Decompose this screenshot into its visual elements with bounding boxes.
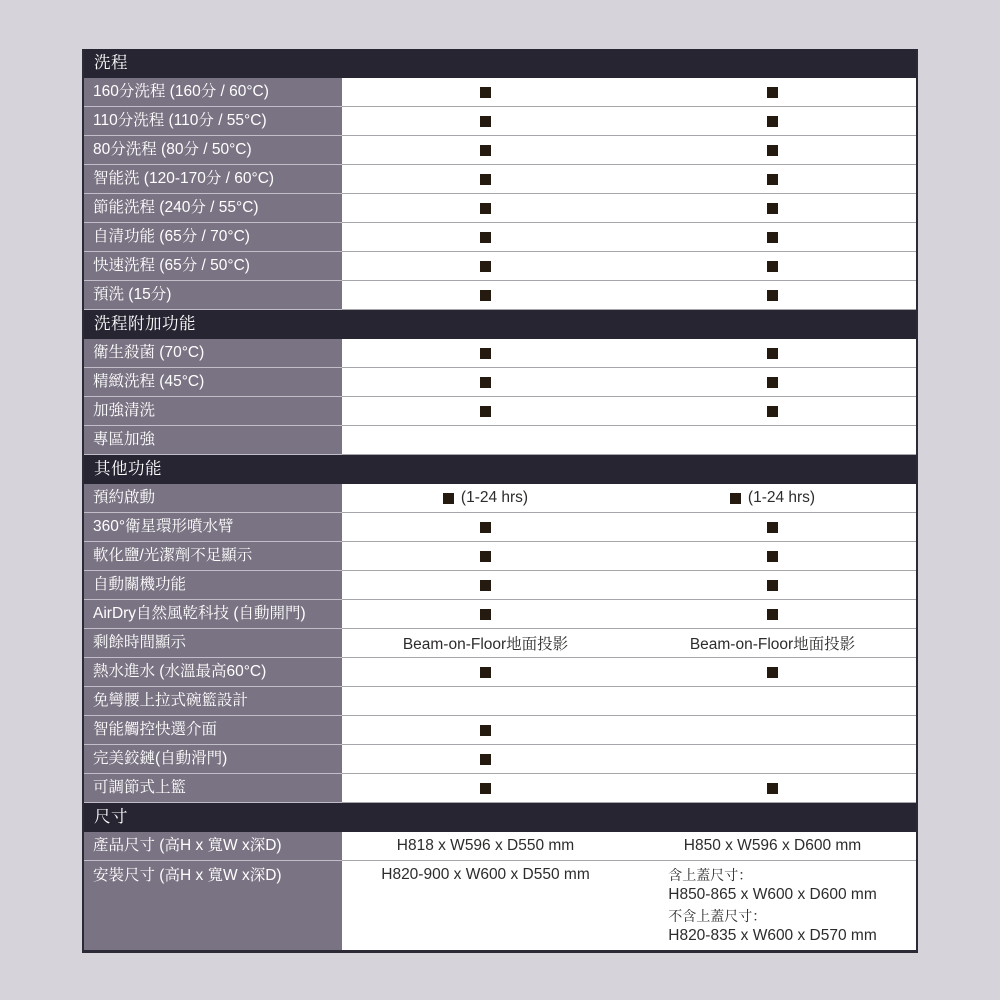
value-cell — [629, 368, 916, 396]
value-cell — [629, 629, 916, 657]
row-label: AirDry自然風乾科技 (自動開門) — [84, 600, 342, 629]
value-cell — [342, 223, 629, 251]
value-cell — [342, 745, 629, 773]
row-label: 專區加強 — [84, 426, 342, 455]
square-marker-icon — [767, 261, 778, 272]
square-marker-icon — [480, 232, 491, 243]
square-marker-icon — [767, 667, 778, 678]
value-cell — [629, 687, 916, 715]
section-header: 洗程 — [84, 49, 916, 78]
value-text: (1-24 hrs) — [460, 489, 529, 506]
square-marker-icon — [443, 493, 454, 504]
value-cell — [629, 339, 916, 367]
row-label: 自清功能 (65分 / 70°C) — [84, 223, 342, 252]
spec-comparison-table — [82, 49, 918, 953]
value-cell — [629, 600, 916, 628]
value-cell — [342, 542, 629, 570]
spec-row — [84, 397, 916, 426]
spec-row — [84, 861, 916, 950]
square-marker-icon — [480, 145, 491, 156]
row-label: 自動關機功能 — [84, 571, 342, 600]
row-label: 加強清洗 — [84, 397, 342, 426]
spec-row — [84, 745, 916, 774]
spec-row — [84, 252, 916, 281]
row-values — [342, 832, 916, 861]
row-label: 節能洗程 (240分 / 55°C) — [84, 194, 342, 223]
row-values — [342, 426, 916, 455]
row-values — [342, 658, 916, 687]
square-marker-icon — [480, 580, 491, 591]
value-text: Beam-on-Floor地面投影 — [402, 636, 569, 653]
square-marker-icon — [480, 783, 491, 794]
spec-row — [84, 107, 916, 136]
square-marker-icon — [480, 116, 491, 127]
row-label: 衛生殺菌 (70°C) — [84, 339, 342, 368]
value-cell — [629, 774, 916, 802]
spec-row — [84, 136, 916, 165]
section-header: 洗程附加功能 — [84, 310, 916, 339]
value-cell — [629, 832, 916, 860]
row-values — [342, 484, 916, 513]
value-cell — [342, 600, 629, 628]
square-marker-icon — [767, 580, 778, 591]
value-cell — [342, 774, 629, 802]
value-cell — [342, 629, 629, 657]
value-cell — [342, 716, 629, 744]
square-marker-icon — [480, 203, 491, 214]
row-values — [342, 281, 916, 310]
value-cell — [629, 426, 916, 454]
value-cell — [342, 397, 629, 425]
value-cell — [629, 513, 916, 541]
value-cell — [629, 716, 916, 744]
value-text: Beam-on-Floor地面投影 — [689, 636, 856, 653]
value-cell — [629, 658, 916, 686]
square-marker-icon — [480, 261, 491, 272]
spec-row — [84, 368, 916, 397]
value-cell — [629, 571, 916, 599]
value-cell — [342, 281, 629, 309]
value-cell — [629, 136, 916, 164]
row-label: 預洗 (15分) — [84, 281, 342, 310]
value-cell — [629, 281, 916, 309]
value-cell — [342, 513, 629, 541]
row-label: 熱水進水 (水溫最高60°C) — [84, 658, 342, 687]
value-cell — [629, 165, 916, 193]
row-values — [342, 745, 916, 774]
row-label: 剩餘時間顯示 — [84, 629, 342, 658]
row-label: 快速洗程 (65分 / 50°C) — [84, 252, 342, 281]
square-marker-icon — [480, 87, 491, 98]
value-cell — [629, 861, 916, 950]
value-cell — [342, 658, 629, 686]
value-cell — [342, 194, 629, 222]
row-label: 軟化鹽/光潔劑不足顯示 — [84, 542, 342, 571]
spec-row — [84, 165, 916, 194]
spec-row — [84, 513, 916, 542]
row-label: 智能觸控快選介面 — [84, 716, 342, 745]
value-cell — [342, 78, 629, 106]
value-cell — [342, 252, 629, 280]
square-marker-icon — [480, 522, 491, 533]
row-values — [342, 368, 916, 397]
square-marker-icon — [730, 493, 741, 504]
dimension-value: H820-835 x W600 x D570 mm — [668, 927, 877, 944]
row-values — [342, 861, 916, 950]
value-cell — [629, 484, 916, 512]
row-values — [342, 223, 916, 252]
dimension-caption: 含上蓋尺寸： — [668, 867, 753, 883]
value-cell — [342, 687, 629, 715]
square-marker-icon — [767, 116, 778, 127]
square-marker-icon — [480, 406, 491, 417]
spec-row — [84, 716, 916, 745]
row-values — [342, 774, 916, 803]
value-text: H850 x W596 x D600 mm — [683, 837, 862, 854]
dimension-caption: 不含上蓋尺寸： — [668, 908, 767, 924]
value-cell — [342, 861, 629, 950]
spec-row — [84, 426, 916, 455]
spec-row — [84, 600, 916, 629]
section-header: 其他功能 — [84, 455, 916, 484]
square-marker-icon — [767, 232, 778, 243]
value-cell — [342, 136, 629, 164]
spec-row — [84, 223, 916, 252]
row-label: 160分洗程 (160分 / 60°C) — [84, 78, 342, 107]
square-marker-icon — [767, 203, 778, 214]
square-marker-icon — [767, 522, 778, 533]
square-marker-icon — [767, 145, 778, 156]
dimension-value: H850-865 x W600 x D600 mm — [668, 886, 877, 903]
spec-row — [84, 774, 916, 803]
square-marker-icon — [480, 290, 491, 301]
row-values — [342, 194, 916, 223]
spec-row — [84, 281, 916, 310]
section-header: 尺寸 — [84, 803, 916, 832]
value-cell — [629, 223, 916, 251]
value-text: H820-900 x W600 x D550 mm — [381, 866, 590, 883]
square-marker-icon — [767, 348, 778, 359]
value-cell — [342, 339, 629, 367]
square-marker-icon — [480, 667, 491, 678]
square-marker-icon — [767, 87, 778, 98]
spec-row — [84, 629, 916, 658]
value-text: H818 x W596 x D550 mm — [396, 837, 575, 854]
square-marker-icon — [767, 406, 778, 417]
square-marker-icon — [767, 551, 778, 562]
value-cell — [342, 165, 629, 193]
row-values — [342, 542, 916, 571]
row-values — [342, 165, 916, 194]
row-values — [342, 107, 916, 136]
row-values — [342, 136, 916, 165]
row-label: 產品尺寸 (高H x 寬W x深D) — [84, 832, 342, 861]
row-values — [342, 339, 916, 368]
row-label: 安裝尺寸 (高H x 寬W x深D) — [84, 861, 342, 950]
row-label: 精緻洗程 (45°C) — [84, 368, 342, 397]
row-values — [342, 252, 916, 281]
spec-row — [84, 339, 916, 368]
square-marker-icon — [480, 348, 491, 359]
row-values — [342, 629, 916, 658]
row-label: 預約啟動 — [84, 484, 342, 513]
row-values — [342, 687, 916, 716]
value-cell — [629, 745, 916, 773]
row-label: 完美鉸鏈(自動滑門) — [84, 745, 342, 774]
row-label: 360°衛星環形噴水臂 — [84, 513, 342, 542]
value-cell — [629, 194, 916, 222]
row-values — [342, 571, 916, 600]
spec-row — [84, 658, 916, 687]
value-cell — [342, 107, 629, 135]
square-marker-icon — [767, 174, 778, 185]
value-text: (1-24 hrs) — [747, 489, 816, 506]
spec-row — [84, 484, 916, 513]
value-cell — [629, 542, 916, 570]
value-cell — [342, 426, 629, 454]
value-cell — [629, 252, 916, 280]
value-cell — [629, 397, 916, 425]
square-marker-icon — [480, 551, 491, 562]
spec-row — [84, 194, 916, 223]
row-values — [342, 513, 916, 542]
square-marker-icon — [480, 174, 491, 185]
value-cell — [342, 368, 629, 396]
spec-row — [84, 571, 916, 600]
row-values — [342, 78, 916, 107]
square-marker-icon — [480, 754, 491, 765]
spec-row — [84, 78, 916, 107]
square-marker-icon — [480, 377, 491, 388]
row-values — [342, 716, 916, 745]
value-cell — [342, 832, 629, 860]
row-label: 免彎腰上拉式碗籃設計 — [84, 687, 342, 716]
row-label: 智能洗 (120-170分 / 60°C) — [84, 165, 342, 194]
spec-row — [84, 687, 916, 716]
install-dimensions-block — [668, 866, 876, 945]
square-marker-icon — [767, 377, 778, 388]
square-marker-icon — [767, 609, 778, 620]
value-cell — [629, 107, 916, 135]
square-marker-icon — [767, 290, 778, 301]
spec-row — [84, 542, 916, 571]
row-label: 110分洗程 (110分 / 55°C) — [84, 107, 342, 136]
value-cell — [629, 78, 916, 106]
row-values — [342, 600, 916, 629]
spec-row — [84, 832, 916, 861]
value-cell — [342, 571, 629, 599]
square-marker-icon — [480, 609, 491, 620]
row-label: 80分洗程 (80分 / 50°C) — [84, 136, 342, 165]
row-values — [342, 397, 916, 426]
square-marker-icon — [480, 725, 491, 736]
value-cell — [342, 484, 629, 512]
row-label: 可調節式上籃 — [84, 774, 342, 803]
square-marker-icon — [767, 783, 778, 794]
